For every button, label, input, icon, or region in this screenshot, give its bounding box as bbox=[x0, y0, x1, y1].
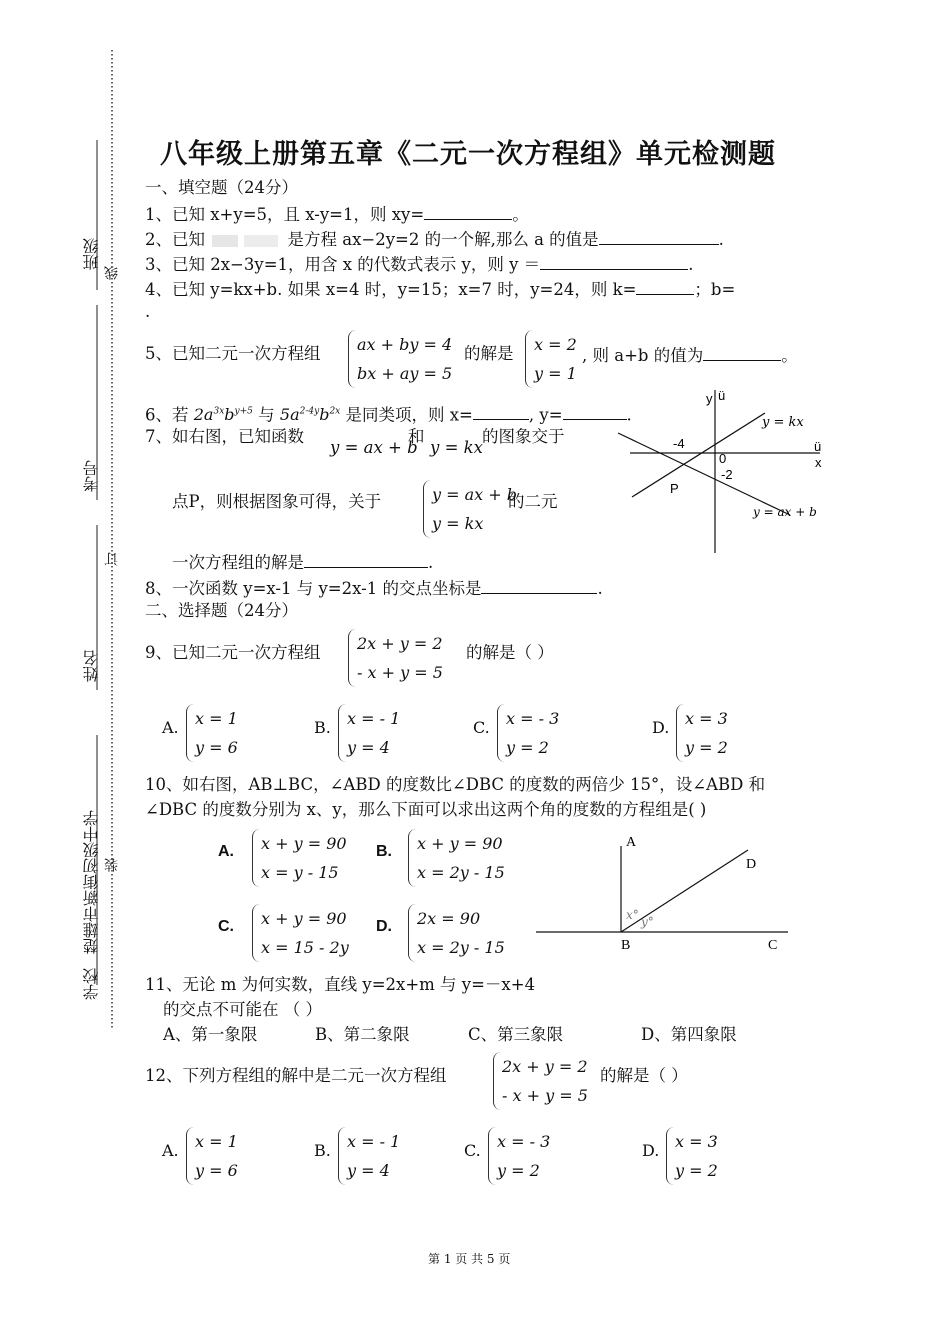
line-kx-label: y = kx bbox=[762, 415, 804, 430]
option-c-system: x + y = 90 x = 15 - 2y bbox=[252, 904, 349, 962]
option-a[interactable]: A. bbox=[218, 843, 234, 860]
q7-intersect-text: 的图象交于 bbox=[482, 427, 565, 446]
option-a-system: x = 1 y = 6 bbox=[186, 1127, 238, 1185]
option-d[interactable]: D. bbox=[642, 1141, 660, 1160]
option-a-system: x = 1 y = 6 bbox=[186, 704, 238, 762]
q9-answer-paren: 的解是（ ） bbox=[466, 643, 554, 662]
origin-label: 0 bbox=[719, 451, 727, 466]
option-d[interactable]: D. bbox=[376, 918, 392, 935]
answer-blank[interactable] bbox=[703, 344, 781, 361]
q6-term-1: $2a^{3x}b^{y+5}$ bbox=[193, 405, 253, 425]
q5-solution-label: 的解是 bbox=[464, 344, 514, 363]
option-d[interactable]: D、第四象限 bbox=[641, 1025, 737, 1044]
line-axb-label: y = ax + b bbox=[753, 505, 817, 519]
question-3: 3、已知 2x−3y=1，用含 x 的代数式表示 y，则 y ＝ . bbox=[145, 255, 694, 274]
y-arrow-mark: ü bbox=[718, 388, 726, 403]
option-d[interactable]: D. bbox=[652, 718, 670, 737]
option-d-system: x = 3 y = 2 bbox=[676, 704, 728, 762]
exam-no-label: 考号 bbox=[82, 460, 101, 492]
section-choice: 二、选择题（24分） bbox=[145, 601, 298, 620]
question-11-line2: 的交点不可能在 （ ） bbox=[163, 1000, 322, 1019]
line-kx bbox=[632, 413, 765, 497]
question-7-line2: 点P，则根据图象可得，关于 bbox=[172, 492, 382, 511]
question-1: 1、已知 x+y=5，且 x-y=1，则 xy= 。 bbox=[145, 205, 529, 224]
x-arrow-mark: ü bbox=[814, 439, 822, 454]
angle-x-mark: x° bbox=[626, 908, 639, 922]
option-c[interactable]: C. bbox=[473, 718, 490, 737]
binding-lines bbox=[0, 0, 130, 1344]
answer-blank[interactable] bbox=[636, 278, 694, 295]
option-c[interactable]: C、第三象限 bbox=[468, 1025, 564, 1044]
answer-blank[interactable] bbox=[473, 403, 529, 420]
q7-binary: 的二元 bbox=[508, 492, 558, 511]
staple-label: 装 bbox=[104, 858, 120, 872]
question-11-line1: 11、无论 m 为何实数，直线 y=2x+m 与 y=－x+4 bbox=[145, 975, 536, 994]
q12-system: 2x + y = 2 - x + y = 5 bbox=[493, 1052, 588, 1110]
option-b[interactable]: B. bbox=[314, 718, 331, 737]
answer-blank[interactable] bbox=[304, 551, 428, 568]
option-d-system: 2x = 90 x = 2y - 15 bbox=[408, 904, 505, 962]
q5-system: ax + by = 4 bx + ay = 5 bbox=[348, 330, 452, 388]
q7-system: y = ax + b y = kx bbox=[423, 480, 517, 538]
question-6: 6、若 $2a^{3x}b^{y+5}$ 与 $5a^{2-4y}b^{2x}$ 是同类项，则 x= , y= . bbox=[145, 405, 632, 425]
section-fill-in: 一、填空题（24分） bbox=[145, 178, 298, 197]
option-c[interactable]: C. bbox=[464, 1141, 481, 1160]
q9-system: 2x + y = 2 - x + y = 5 bbox=[348, 629, 443, 687]
option-c-system: x = - 3 y = 2 bbox=[497, 704, 559, 762]
bind-label: 订 bbox=[104, 552, 120, 566]
question-4: 4、已知 y=kx+b. 如果 x=4 时，y=15；x=7 时，y=24，则 k= ；b= bbox=[145, 280, 736, 299]
q6-term-2: $5a^{2-4y}b^{2x}$ bbox=[279, 405, 341, 425]
school-name: 楚雄市新街初级中学 bbox=[82, 810, 101, 954]
question-2: 2、已知 是方程 ax−2y=2 的一个解,那么 a 的值是 . bbox=[145, 230, 724, 249]
question-5-intro: 5、已知二元一次方程组 bbox=[145, 344, 321, 363]
question-10-line2: ∠DBC 的度数分别为 x、y，那么下面可以求出这两个角的度数的方程组是( ) bbox=[145, 800, 707, 819]
point-d: D bbox=[746, 857, 757, 872]
option-b[interactable]: B. bbox=[314, 1141, 331, 1160]
question-7-intro: 7、如右图，已知函数 bbox=[145, 427, 304, 446]
q5-solution: x = 2 y = 1 bbox=[525, 330, 577, 388]
option-a[interactable]: A、第一象限 bbox=[163, 1025, 258, 1044]
option-b-system: x = - 1 y = 4 bbox=[338, 1127, 400, 1185]
option-a[interactable]: A. bbox=[162, 1141, 179, 1160]
page-title: 八年级上册第五章《二元一次方程组》单元检测题 bbox=[160, 139, 776, 170]
q7-graph bbox=[600, 385, 840, 560]
option-a-system: x + y = 90 x = y - 15 bbox=[252, 829, 347, 887]
question-8: 8、一次函数 y=x-1 与 y=2x-1 的交点坐标是 . bbox=[145, 579, 603, 598]
point-c: C bbox=[768, 938, 778, 953]
option-b[interactable]: B. bbox=[376, 843, 392, 860]
y-axis-label: y bbox=[706, 391, 713, 406]
option-b-system: x + y = 90 x = 2y - 15 bbox=[408, 829, 505, 887]
question-9-intro: 9、已知二元一次方程组 bbox=[145, 643, 321, 662]
option-b-system: x = - 1 y = 4 bbox=[338, 704, 400, 762]
y-tick-label: -2 bbox=[721, 467, 733, 482]
x-axis-label: x bbox=[815, 455, 822, 470]
question-7-line3: 一次方程组的解是 . bbox=[172, 553, 434, 572]
line-label: 线 bbox=[104, 266, 120, 280]
page-footer: 第 1 页 共 5 页 bbox=[428, 1252, 511, 1266]
question-12-intro: 12、下列方程组的解中是二元一次方程组 bbox=[145, 1066, 447, 1085]
question-10-line1: 10、如右图，AB⊥BC，∠ABD 的度数比∠DBC 的度数的两倍少 15°，设∠ABD 和 bbox=[145, 775, 766, 794]
q7-and: 和 bbox=[408, 427, 425, 446]
x-tick-label: -4 bbox=[673, 436, 685, 451]
class-label: 班级 bbox=[82, 238, 101, 270]
option-b[interactable]: B、第二象限 bbox=[315, 1025, 410, 1044]
q7-function-2: y = kx bbox=[430, 438, 483, 457]
point-a: A bbox=[626, 835, 637, 850]
blurred-system-image bbox=[210, 233, 282, 249]
angle-y-mark: y° bbox=[641, 915, 654, 929]
option-a[interactable]: A. bbox=[162, 718, 179, 737]
name-label: 姓名 bbox=[82, 650, 101, 682]
q4-dot: . bbox=[145, 302, 151, 321]
answer-blank[interactable] bbox=[424, 203, 512, 220]
point-b: B bbox=[621, 938, 631, 953]
option-c-system: x = - 3 y = 2 bbox=[488, 1127, 550, 1185]
point-p-label: P bbox=[670, 481, 679, 496]
answer-blank[interactable] bbox=[481, 577, 597, 594]
option-d-system: x = 3 y = 2 bbox=[666, 1127, 718, 1185]
answer-blank[interactable] bbox=[540, 253, 688, 270]
answer-blank[interactable] bbox=[599, 228, 719, 245]
line-ax-plus-b bbox=[618, 433, 790, 515]
option-c[interactable]: C. bbox=[218, 918, 234, 935]
question-5-tail: , 则 a+b 的值为 。 bbox=[582, 346, 798, 365]
q12-answer-paren: 的解是（ ） bbox=[600, 1066, 688, 1085]
school-label: 学校 bbox=[82, 968, 101, 1000]
q7-function-1: y = ax + b bbox=[330, 438, 418, 457]
q10-angle-figure bbox=[530, 830, 800, 955]
